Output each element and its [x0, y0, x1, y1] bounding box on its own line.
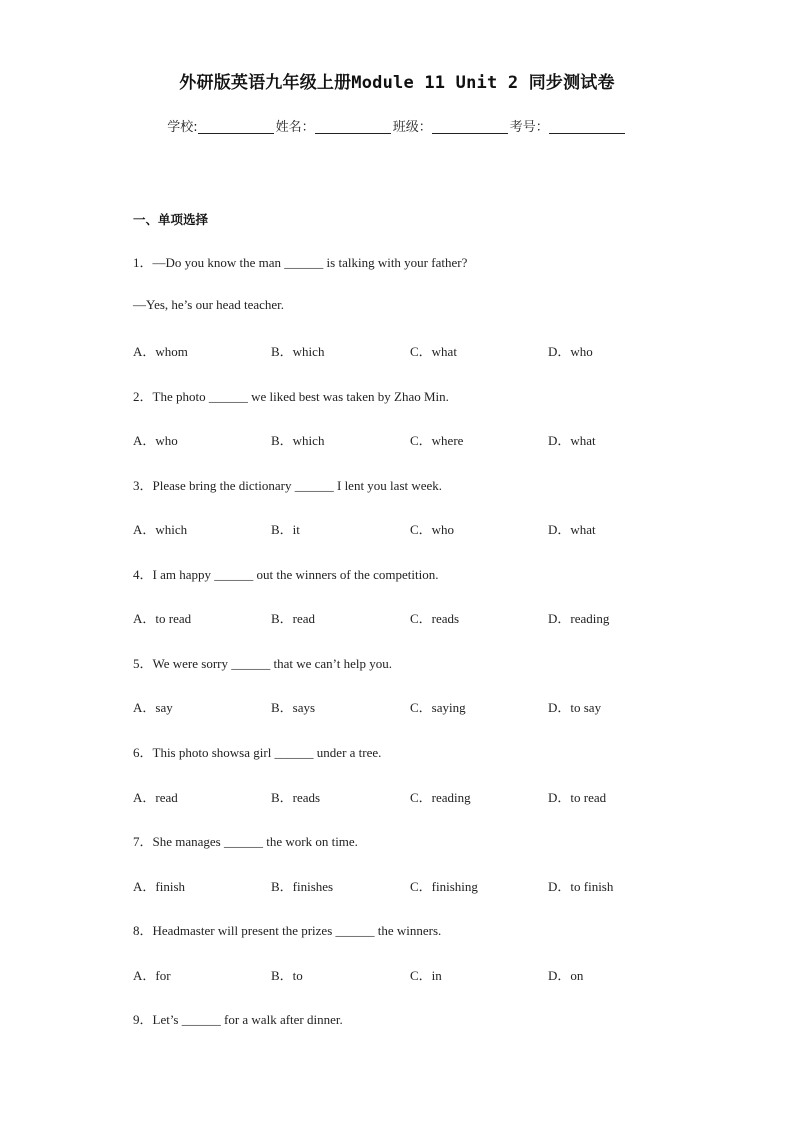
- option-c[interactable]: C．finishing: [410, 879, 478, 894]
- option-b[interactable]: B．reads: [271, 790, 321, 805]
- option-c[interactable]: C．in: [410, 968, 442, 983]
- option-b[interactable]: B．says: [271, 700, 316, 715]
- option-c[interactable]: C．reads: [410, 611, 460, 626]
- option-d[interactable]: D．to say: [548, 700, 602, 715]
- option-d[interactable]: D．reading: [548, 611, 610, 626]
- question-stem: 7．She manages ______ the work on time.: [133, 834, 358, 849]
- class-blank[interactable]: [432, 119, 508, 134]
- option-c[interactable]: C．who: [410, 522, 455, 537]
- question-stem: 5．We were sorry ______ that we can’t help you.: [133, 656, 393, 671]
- option-a[interactable]: A．who: [133, 433, 178, 448]
- option-d[interactable]: D．what: [548, 433, 596, 448]
- option-a[interactable]: A．finish: [133, 879, 186, 894]
- option-b[interactable]: B．read: [271, 611, 316, 626]
- question-stem: 8．Headmaster will present the prizes ______ the winners.: [133, 923, 442, 938]
- question-stem: 2．The photo ______ we liked best was taken by Zhao Min.: [133, 389, 449, 404]
- question-stem: 9．Let’s ______ for a walk after dinner.: [133, 1012, 343, 1027]
- name-blank[interactable]: [315, 119, 391, 134]
- question-stem: 4．I am happy ______ out the winners of the competition.: [133, 567, 439, 582]
- option-c[interactable]: C．saying: [410, 700, 466, 715]
- question-stem: 1．—Do you know the man ______ is talking with your father?: [133, 255, 468, 270]
- school-blank[interactable]: [198, 119, 274, 134]
- student-info-line: [0, 116, 794, 135]
- option-d[interactable]: D．to read: [548, 790, 607, 805]
- exam-number-label: 考号：: [509, 120, 549, 135]
- option-d[interactable]: D．what: [548, 522, 596, 537]
- option-d[interactable]: D．on: [548, 968, 584, 983]
- school-label: 学校:: [167, 120, 198, 135]
- option-a[interactable]: A．read: [133, 790, 178, 805]
- option-c[interactable]: C．reading: [410, 790, 471, 805]
- option-c[interactable]: C．where: [410, 433, 464, 448]
- option-a[interactable]: A．which: [133, 522, 188, 537]
- option-b[interactable]: B．which: [271, 433, 325, 448]
- option-d[interactable]: D．who: [548, 344, 593, 359]
- option-a[interactable]: A．say: [133, 700, 173, 715]
- option-c[interactable]: C．what: [410, 344, 457, 359]
- question-dialogue-line: —Yes, he’s our head teacher.: [133, 297, 285, 312]
- option-d[interactable]: D．to finish: [548, 879, 614, 894]
- exam-number-blank[interactable]: [549, 119, 625, 134]
- section-heading: 一、单项选择: [133, 212, 209, 227]
- option-a[interactable]: A．for: [133, 968, 171, 983]
- option-b[interactable]: B．finishes: [271, 879, 334, 894]
- class-label: 班级：: [392, 120, 432, 135]
- question-stem: 3．Please bring the dictionary ______ I lent you last week.: [133, 478, 443, 493]
- name-label: 姓名：: [275, 120, 315, 135]
- option-b[interactable]: B．to: [271, 968, 303, 983]
- option-a[interactable]: A．to read: [133, 611, 192, 626]
- option-a[interactable]: A．whom: [133, 344, 188, 359]
- question-stem: 6．This photo showsa girl ______ under a tree.: [133, 745, 382, 760]
- option-b[interactable]: B．it: [271, 522, 300, 537]
- option-b[interactable]: B．which: [271, 344, 325, 359]
- page-title: 外研版英语九年级上册Module 11 Unit 2 同步测试卷: [179, 73, 615, 93]
